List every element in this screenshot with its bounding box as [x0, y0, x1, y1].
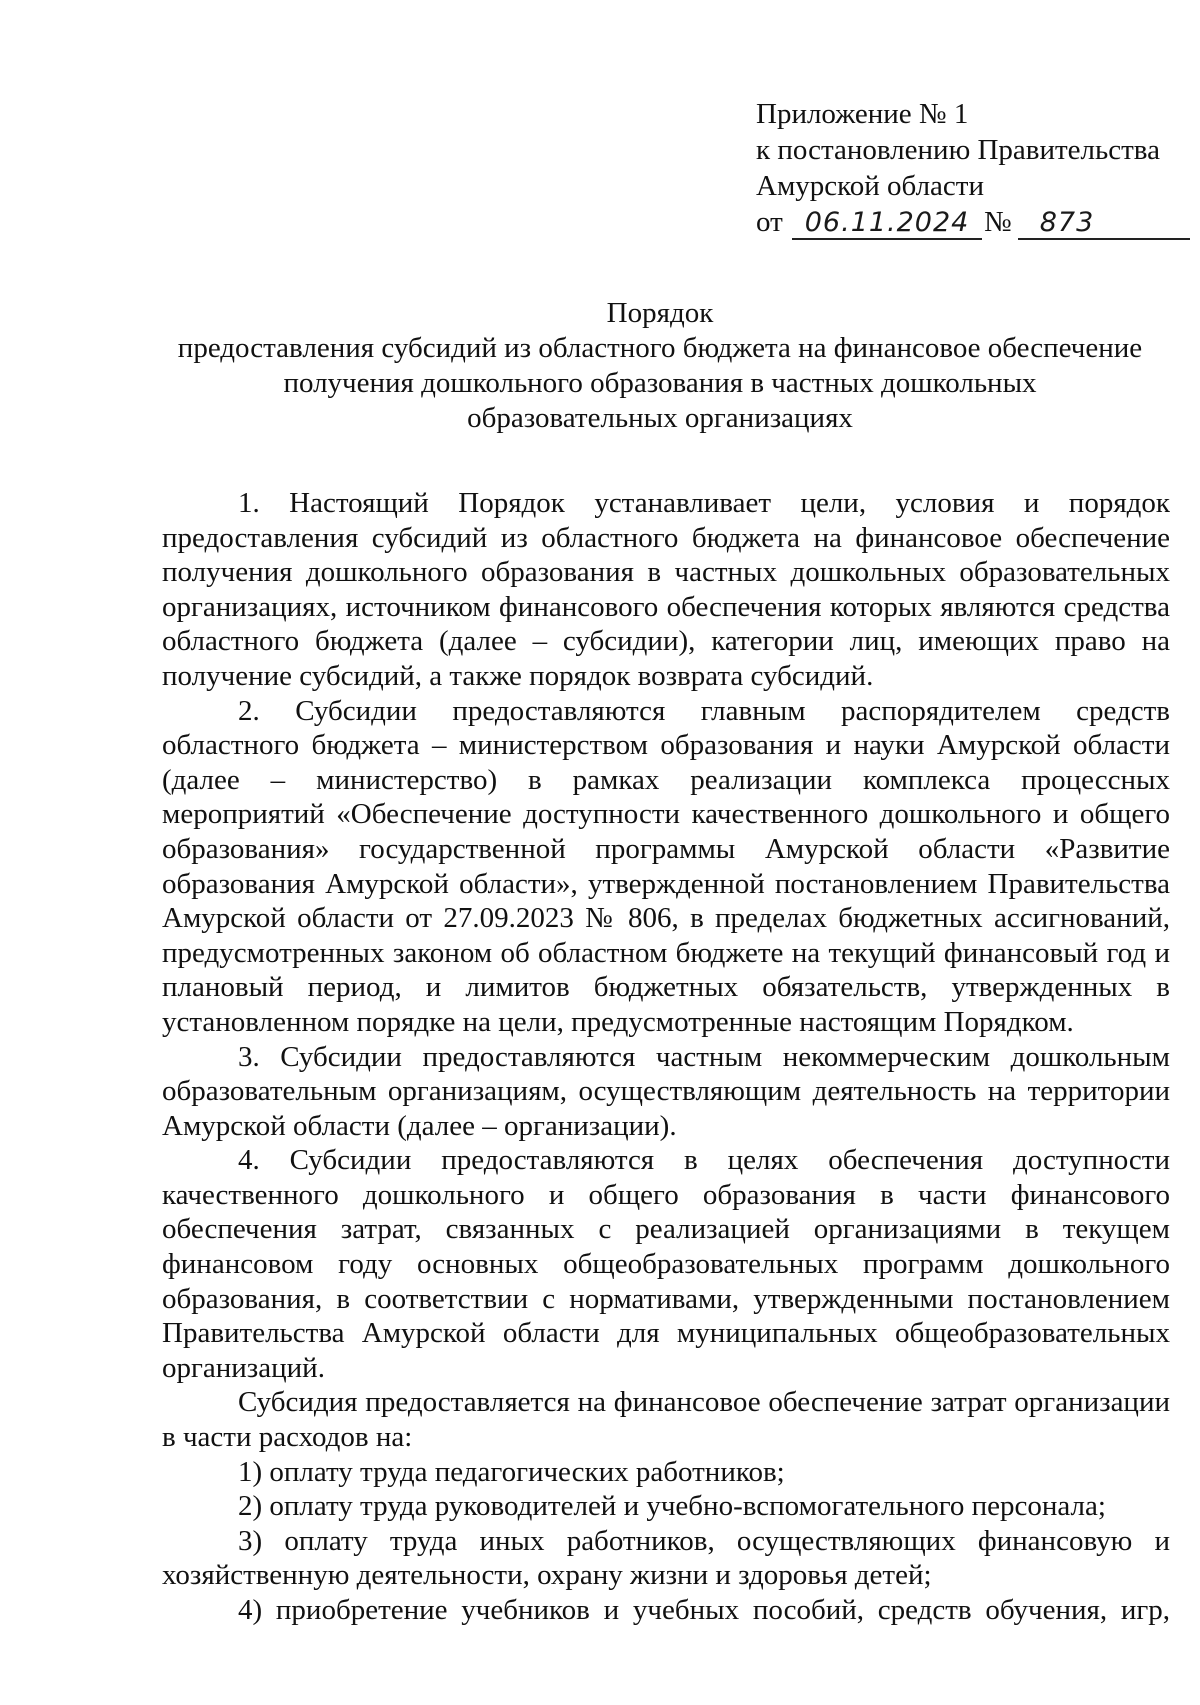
handwritten-number: 873 [1018, 208, 1190, 240]
paragraph-1: 1. Настоящий Порядок устанавливает цели, условия и порядок предоставления субсидий из областного бюджета на финансовое обеспечение получения дошкольного образования в частных дошкольных образовательных организациях, источником финансового обеспечения которых являются средства областного бюджета (далее – субсидии), категории лиц, имеющих право на получение субсидий, а также порядок возврата субсидий. [162, 487, 1170, 692]
appendix-region-line: Амурской области [756, 170, 984, 202]
title-line-4: образовательных организациях [467, 402, 853, 434]
appendix-title: Приложение № 1 [756, 98, 969, 130]
list-item-1: 1) оплату труда педагогических работников; [238, 1455, 785, 1488]
list-item-3: 3) оплату труда иных работников, осуществляющих финансовую и хозяйственную деятельности, охрану жизни и здоровья детей; [162, 1524, 1170, 1592]
paragraph-4: 4. Субсидии предоставляются в целях обеспечения доступности качественного дошкольного и общего образования в части финансового обеспечения затрат, связанных с реализацией организациями в текущем финансовом году основных общеобразовательных программ дошкольного образования, в соответствии с нормативами, утвержденными постановлением Правительства Амурской области для муниципальных общеобразовательных организаций. [162, 1144, 1170, 1384]
paragraph-3: 3. Субсидии предоставляются частным некоммерческим дошкольным образовательным организациям, осуществляющим деятельность на территории Амурской области (далее – организации). [162, 1040, 1170, 1142]
appendix-resolution-line: к постановлению Правительства [756, 134, 1160, 166]
list-item-4: 4) приобретение учебников и учебных пособий, средств обучения, игр, [238, 1594, 1170, 1626]
document-body [162, 486, 1170, 1628]
appendix-header [756, 96, 1176, 240]
title-line-3: получения дошкольного образования в частных дошкольных [283, 367, 1037, 399]
title-heading: Порядок [606, 297, 714, 329]
handwritten-date: 06.11.2024 [792, 208, 982, 240]
paragraph-5: Субсидия предоставляется на финансовое обеспечение затрат организации в части расходов на: [162, 1386, 1170, 1454]
number-label: № [984, 206, 1012, 238]
title-line-2: предоставления субсидий из областного бюджета на финансовое обеспечение [177, 332, 1143, 364]
paragraph-2: 2. Субсидии предоставляются главным распорядителем средств областного бюджета – министерством образования и науки Амурской области (далее – министерство) в рамках реализации комплекса процессных мероприятий «Обеспечение доступности качественного дошкольного и общего образования» государственной программы Амурской области «Развитие образования Амурской области», утвержденной постановлением Правительства Амурской области от 27.09.2023 № 806, в пределах бюджетных ассигнований, предусмотренных законом об областном бюджете на текущий финансовый год и плановый период, и лимитов бюджетных обязательств, утвержденных в установленном порядке на цели, предусмотренные настоящим Порядком. [162, 694, 1170, 1038]
from-label: от [756, 206, 783, 238]
list-item-2: 2) оплату труда руководителей и учебно-вспомогательного персонала; [238, 1490, 1106, 1523]
appendix-date-number-line [756, 204, 1176, 240]
document-title [150, 296, 1170, 436]
